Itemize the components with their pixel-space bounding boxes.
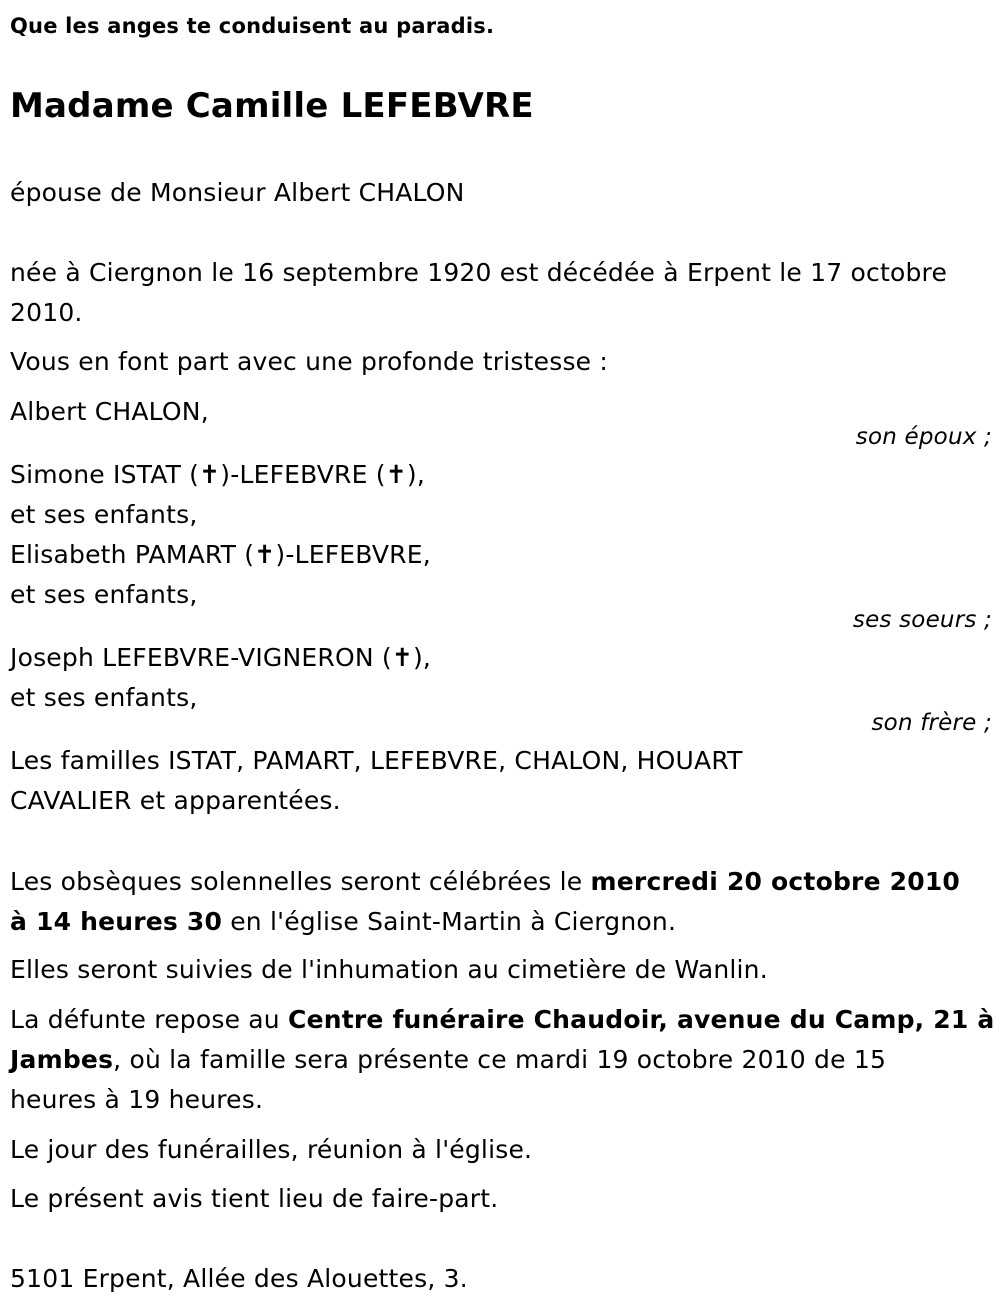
repose-place-1: Centre funéraire Chaudoir, avenue du Camp, 21 à [288, 1005, 995, 1034]
sister-2: Elisabeth PAMART (✝)-LEFEBVRE, [10, 540, 431, 569]
funeral-pre: Les obsèques solennelles seront célébrées le [10, 867, 591, 896]
burial-line: Elles seront suivies de l'inhumation au cimetière de Wanlin. [10, 955, 768, 984]
meeting-line: Le jour des funérailles, réunion à l'église. [10, 1135, 533, 1164]
brother-children: et ses enfants, [10, 683, 198, 712]
funeral-line-2 [10, 902, 676, 942]
announce-intro: Vous en font part avec une profonde tristesse : [10, 347, 609, 376]
sister-1-children: et ses enfants, [10, 500, 198, 529]
repose-place-2: Jambes [10, 1045, 114, 1074]
repose-line-2 [10, 1040, 886, 1080]
repose-pre: La défunte repose au [10, 1005, 289, 1034]
families-line-1: Les familles ISTAT, PAMART, LEFEBVRE, CHALON, HOUART [10, 746, 743, 775]
address-line: 5101 Erpent, Allée des Alouettes, 3. [10, 1264, 468, 1293]
funeral-date: mercredi 20 octobre 2010 [590, 867, 961, 896]
sister-2-children: et ses enfants, [10, 580, 198, 609]
deceased-name: Madame Camille LEFEBVRE [10, 86, 534, 126]
spouse-relation: son époux ; [855, 424, 992, 450]
repose-line-1 [10, 1000, 994, 1040]
spouse-name: Albert CHALON, [10, 397, 209, 426]
sister-1: Simone ISTAT (✝)-LEFEBVRE (✝), [10, 460, 425, 489]
repose-post: , où la famille sera présente ce mardi 19 octobre 2010 de 15 [113, 1045, 887, 1074]
motto: Que les anges te conduisent au paradis. [10, 14, 495, 38]
families-line-2: CAVALIER et apparentées. [10, 786, 341, 815]
notice-line: Le présent avis tient lieu de faire-part. [10, 1184, 499, 1213]
repose-line-3: heures à 19 heures. [10, 1085, 264, 1114]
funeral-line-1 [10, 862, 960, 902]
birth-death-line-1: née à Ciergnon le 16 septembre 1920 est décédée à Erpent le 17 octobre [10, 258, 948, 287]
brother-relation: son frère ; [871, 710, 992, 736]
brother: Joseph LEFEBVRE-VIGNERON (✝), [10, 643, 432, 672]
spouse-line: épouse de Monsieur Albert CHALON [10, 178, 465, 207]
funeral-time: à 14 heures 30 [10, 907, 223, 936]
birth-death-line-2: 2010. [10, 298, 83, 327]
funeral-place: en l'église Saint-Martin à Ciergnon. [222, 907, 677, 936]
sisters-relation: ses soeurs ; [852, 607, 992, 633]
